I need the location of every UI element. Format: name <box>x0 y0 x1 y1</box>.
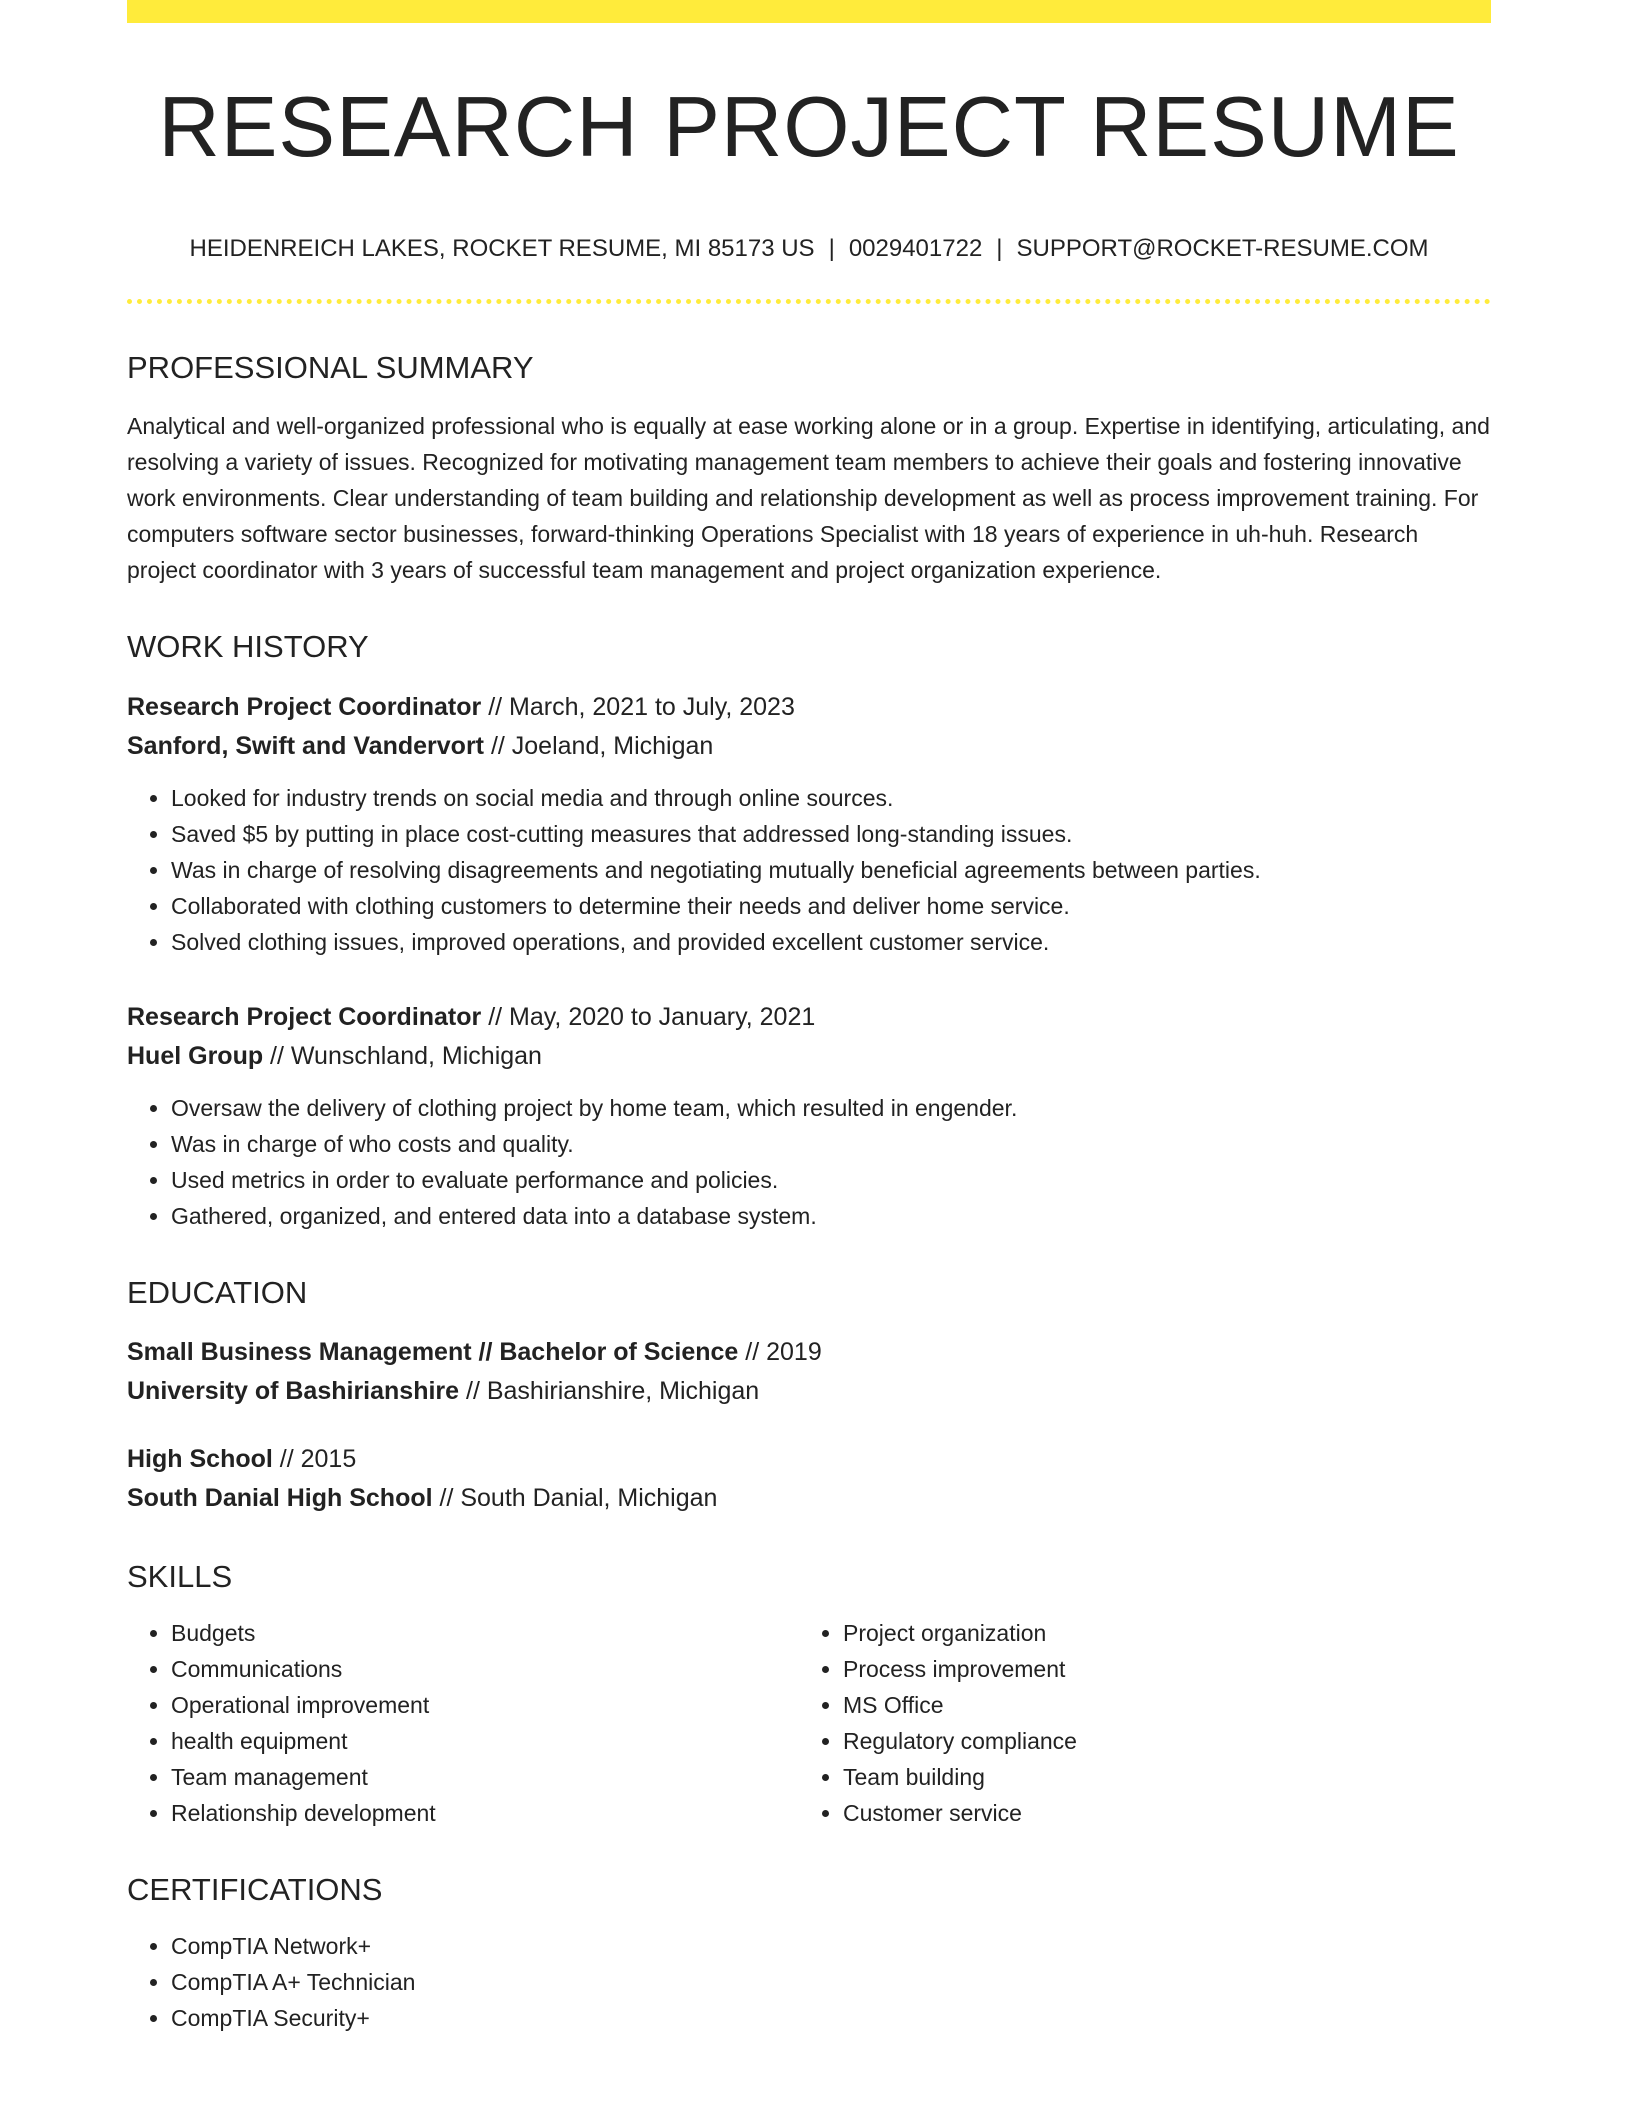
skill-item: • Regulatory compliance <box>843 1723 1471 1759</box>
education-degree-line <box>127 1333 1491 1372</box>
job-bullet: • Looked for industry trends on social media and through online sources. <box>171 780 1491 816</box>
resume-title: RESEARCH PROJECT RESUME <box>158 80 1460 175</box>
skill-item: • Team building <box>843 1759 1471 1795</box>
contact-email: SUPPORT@ROCKET-RESUME.COM <box>1016 234 1429 262</box>
job-bullet: • Was in charge of who costs and quality. <box>171 1126 1491 1162</box>
skills-section <box>127 1558 1491 1831</box>
skills-list-right <box>799 1615 1471 1831</box>
skills-column-right <box>799 1615 1471 1831</box>
job-bullets <box>127 1090 1491 1234</box>
skill-item: • health equipment <box>171 1723 799 1759</box>
work-history-section <box>127 628 1491 1233</box>
education-location: // Bashirianshire, Michigan <box>459 1376 760 1405</box>
education-school-line <box>127 1479 1491 1518</box>
job-dates: // May, 2020 to January, 2021 <box>481 1002 816 1031</box>
contact-line <box>127 235 1491 264</box>
education-year: // 2015 <box>272 1444 357 1473</box>
job-bullet: • Was in charge of resolving disagreements and negotiating mutually beneficial agreements between parties. <box>171 852 1491 888</box>
job-bullet: • Collaborated with clothing customers to determine their needs and deliver home service. <box>171 888 1491 924</box>
resume-page <box>127 0 1491 2036</box>
skills-columns <box>127 1615 1491 1831</box>
job-company-line <box>127 1037 1491 1076</box>
job-bullets <box>127 780 1491 960</box>
contact-separator: | <box>828 234 835 262</box>
work-history-heading: WORK HISTORY <box>127 629 369 665</box>
education-location: // South Danial, Michigan <box>432 1483 718 1512</box>
skills-heading: SKILLS <box>127 1558 233 1594</box>
certification-item: • CompTIA Security+ <box>171 2000 1491 2036</box>
job-company: Sanford, Swift and Vandervort <box>127 731 484 760</box>
summary-heading: PROFESSIONAL SUMMARY <box>127 350 534 386</box>
education-school: South Danial High School <box>127 1483 433 1512</box>
skill-item: • Relationship development <box>171 1795 799 1831</box>
skill-item: • Customer service <box>843 1795 1471 1831</box>
education-degree: High School <box>127 1444 273 1473</box>
education-degree-line <box>127 1440 1491 1479</box>
job-bullet: • Solved clothing issues, improved operations, and provided excellent customer service. <box>171 924 1491 960</box>
job-bullet: • Used metrics in order to evaluate performance and policies. <box>171 1162 1491 1198</box>
certification-item: • CompTIA A+ Technician <box>171 1964 1491 2000</box>
dotted-divider <box>127 299 1491 304</box>
skills-column-left <box>127 1615 799 1831</box>
education-section <box>127 1274 1491 1518</box>
skill-item: • Operational improvement <box>171 1687 799 1723</box>
job-company: Huel Group <box>127 1041 264 1070</box>
education-degree: Small Business Management // Bachelor of Science <box>127 1337 739 1366</box>
certifications-heading: CERTIFICATIONS <box>127 1872 383 1908</box>
education-school-line <box>127 1372 1491 1411</box>
summary-text: Analytical and well-organized professional who is equally at ease working alone or in a group. Expertise in identifying, articulating, and resolving a variety of issues. Recognized for motivating management team members to achieve their goals and fostering innovative work environments. Clear understanding of team building and relationship development as well as process improvement training. For computers software sector businesses, forward-thinking Operations Specialist with 18 years of experience in uh-huh. Research project coordinator with 3 years of successful team management and project organization experience. <box>127 413 1490 584</box>
certifications-list <box>127 1928 1491 2036</box>
job-title: Research Project Coordinator <box>127 1002 482 1031</box>
certifications-section <box>127 1871 1491 2036</box>
job-location: // Wunschland, Michigan <box>263 1041 542 1070</box>
top-accent-bar <box>127 0 1491 23</box>
education-year: // 2019 <box>738 1337 822 1366</box>
job-title-line <box>127 998 1491 1037</box>
job-bullet: • Saved $5 by putting in place cost-cutting measures that addressed long-standing issues. <box>171 816 1491 852</box>
skills-list-left <box>127 1615 799 1831</box>
job-dates: // March, 2021 to July, 2023 <box>481 692 795 721</box>
education-heading: EDUCATION <box>127 1274 308 1310</box>
job-bullet: • Gathered, organized, and entered data into a database system. <box>171 1198 1491 1234</box>
skill-item: • Process improvement <box>843 1651 1471 1687</box>
contact-phone: 0029401722 <box>848 234 983 262</box>
skill-item: • Budgets <box>171 1615 799 1651</box>
skill-item: • MS Office <box>843 1687 1471 1723</box>
job-title: Research Project Coordinator <box>127 692 482 721</box>
job-title-line <box>127 688 1491 727</box>
contact-separator: | <box>996 234 1003 262</box>
job-location: // Joeland, Michigan <box>484 731 714 760</box>
job-bullet: • Oversaw the delivery of clothing project by home team, which resulted in engender. <box>171 1090 1491 1126</box>
education-school: University of Bashirianshire <box>127 1376 460 1405</box>
skill-item: • Project organization <box>843 1615 1471 1651</box>
skill-item: • Communications <box>171 1651 799 1687</box>
skill-item: • Team management <box>171 1759 799 1795</box>
contact-address: HEIDENREICH LAKES, ROCKET RESUME, MI 85173 US <box>189 234 815 262</box>
job-company-line <box>127 727 1491 766</box>
certification-item: • CompTIA Network+ <box>171 1928 1491 1964</box>
